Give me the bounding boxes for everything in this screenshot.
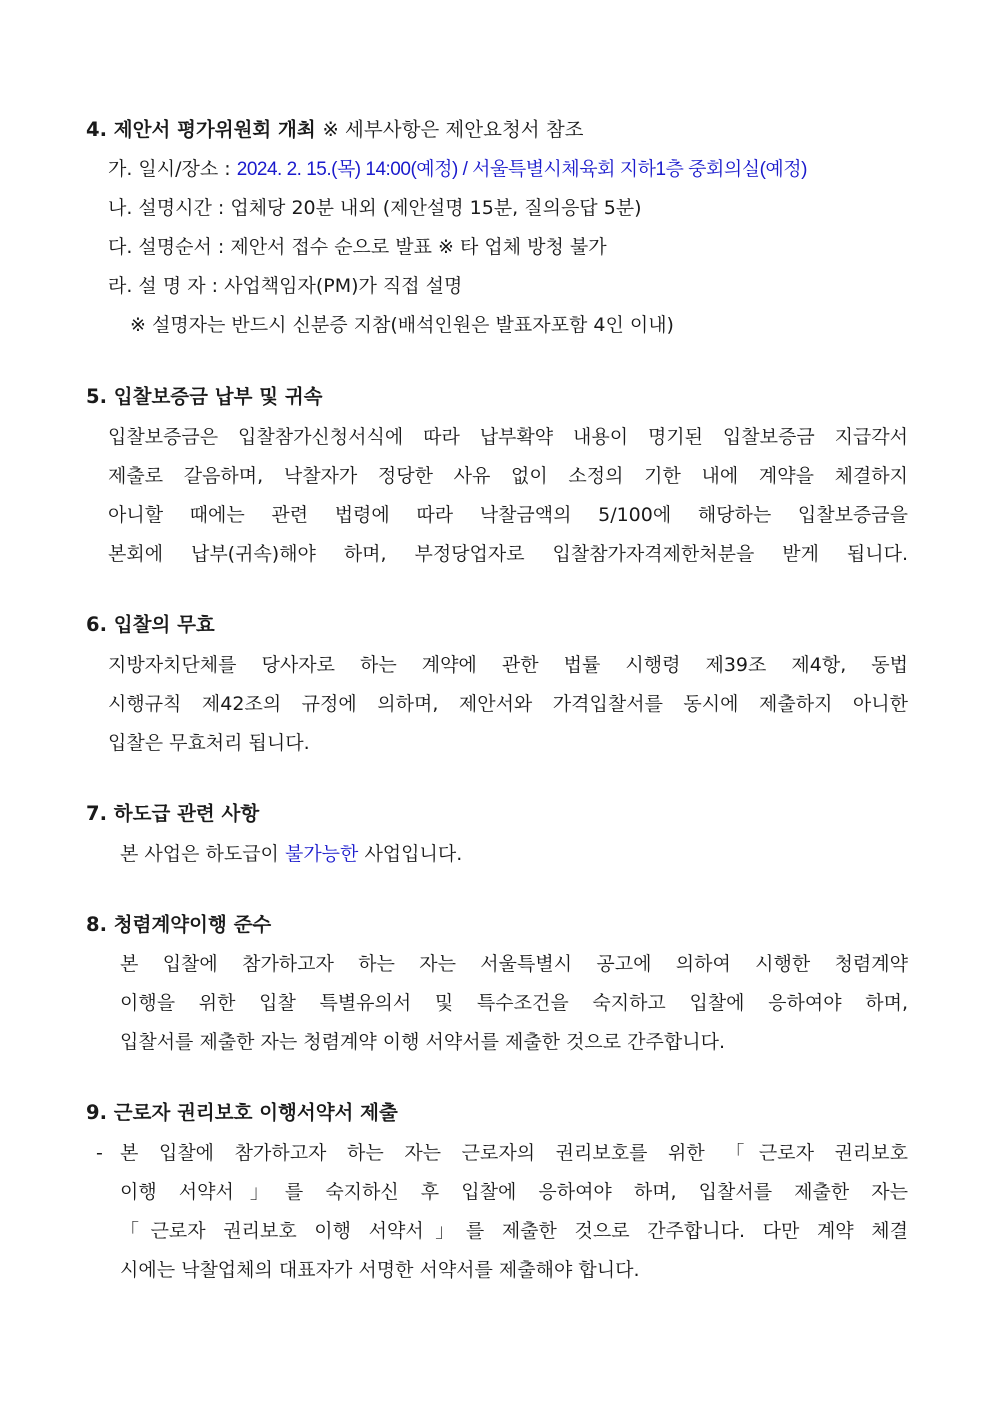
item-d-value: 사업책임자(PM)가 직접 설명: [224, 275, 463, 297]
item-a-label: 가. 일시/장소 :: [108, 158, 231, 180]
section-9-dash: -: [96, 1142, 103, 1164]
section-8-line-3: 입찰서를 제출한 자는 청렴계약 이행 서약서를 제출한 것으로 간주합니다.: [120, 1031, 725, 1053]
section-8-heading: 8. 청렴계약이행 준수: [86, 913, 272, 936]
section-4-item-c: [108, 234, 607, 260]
section-7-post: 사업입니다.: [364, 843, 463, 865]
section-4-title: 4. 제안서 평가위원회 개최: [86, 118, 316, 141]
section-5-line-2: 제출로 갈음하며, 낙찰자가 정당한 사유 없이 소정의 기한 내에 계약을 체결하지: [108, 465, 908, 487]
section-4-item-b: [108, 195, 642, 221]
section-7-heading: 7. 하도급 관련 사항: [86, 802, 260, 825]
section-4-footnote: ※ 설명자는 반드시 신분증 지참(배석인원은 발표자포함 4인 이내): [130, 314, 674, 336]
section-6-line-1: 지방자치단체를 당사자로 하는 계약에 관한 법률 시행령 제39조 제4항, 동법: [108, 654, 908, 676]
section-9-heading: 9. 근로자 권리보호 이행서약서 제출: [86, 1101, 398, 1124]
item-a-value: 2024. 2. 15.(목) 14:00(예정) / 서울특별시체육회 지하1층 중회의실(예정): [236, 159, 807, 180]
section-7-pre: 본 사업은 하도급이: [120, 843, 279, 865]
section-5-line-4: 본회에 납부(귀속)해야 하며, 부정당업자로 입찰참가자격제한처분을 받게 됩니다.: [108, 543, 908, 565]
section-6-line-2: 시행규칙 제42조의 규정에 의하며, 제안서와 가격입찰서를 동시에 제출하지 아니한: [108, 693, 908, 715]
item-b-label: 나. 설명시간 :: [108, 197, 225, 219]
section-9-line-1: 본 입찰에 참가하고자 하는 자는 근로자의 권리보호를 위한 「근로자 권리보호: [120, 1142, 908, 1164]
section-9-line-4: 시에는 낙찰업체의 대표자가 서명한 서약서를 제출해야 합니다.: [120, 1259, 640, 1281]
section-4-heading: [86, 117, 584, 143]
section-6-heading: 6. 입찰의 무효: [86, 613, 215, 636]
section-7-body: [120, 841, 462, 867]
section-4-note: ※ 세부사항은 제안요청서 참조: [322, 118, 584, 141]
item-b-value: 업체당 20분 내외 (제안설명 15분, 질의응답 5분): [230, 197, 642, 219]
section-9-line-2: 이행 서약서」를 숙지하신 후 입찰에 응하여야 하며, 입찰서를 제출한 자는: [120, 1181, 908, 1203]
section-4-item-a: [108, 156, 807, 183]
section-8-line-2: 이행을 위한 입찰 특별유의서 및 특수조건을 숙지하고 입찰에 응하여야 하며,: [120, 992, 908, 1014]
section-9-line-3: 「근로자 권리보호 이행 서약서」를 제출한 것으로 간주합니다. 다만 계약 체결: [120, 1220, 908, 1242]
section-6-line-3: 입찰은 무효처리 됩니다.: [108, 732, 310, 754]
item-d-label: 라. 설 명 자 :: [108, 275, 219, 297]
section-5-line-3: 아니할 때에는 관련 법령에 따라 낙찰금액의 5/100에 해당하는 입찰보증금을: [108, 504, 908, 526]
section-5-line-1: 입찰보증금은 입찰참가신청서식에 따라 납부확약 내용이 명기된 입찰보증금 지급각서: [108, 426, 908, 448]
section-5-heading: 5. 입찰보증금 납부 및 귀속: [86, 385, 323, 408]
item-c-value: 제안서 접수 순으로 발표 ※ 타 업체 방청 불가: [230, 236, 607, 258]
item-c-label: 다. 설명순서 :: [108, 236, 225, 258]
section-8-line-1: 본 입찰에 참가하고자 하는 자는 서울특별시 공고에 의하여 시행한 청렴계약: [120, 953, 908, 975]
section-4-item-d: [108, 273, 462, 299]
section-7-highlight: 불가능한: [284, 843, 359, 865]
